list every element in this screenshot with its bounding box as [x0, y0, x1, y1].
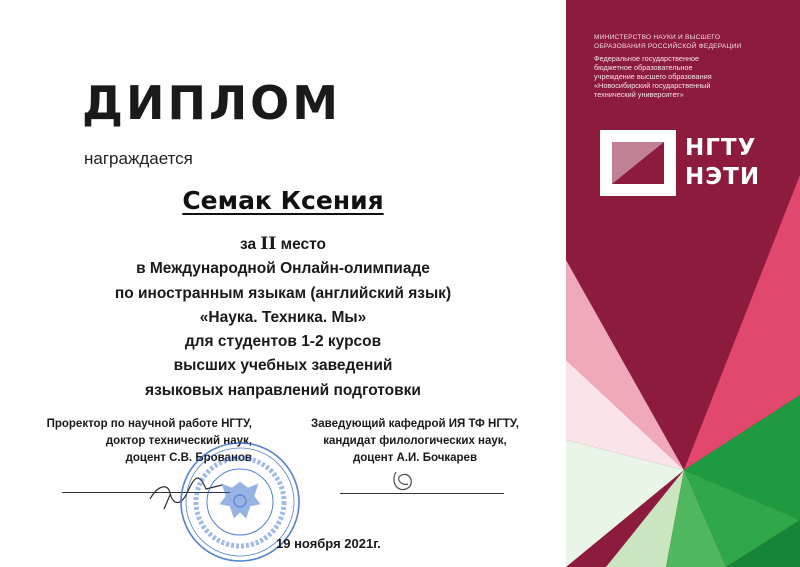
signatory-left: Проректор по научной работе НГТУ, доктор технический наук, доцент С.В. Брованов [46, 418, 252, 464]
issue-date: 19 ноября 2021г. [276, 536, 381, 551]
description-line: в Международной Онлайн-олимпиаде [136, 260, 430, 278]
university-logo-icon [600, 130, 676, 196]
place-numeral: II [260, 234, 277, 254]
university-banner [566, 0, 800, 567]
awarded-label: награждается [84, 149, 193, 168]
award-description [0, 232, 566, 403]
description-line: для студентов 1-2 курсов [184, 333, 382, 351]
description-line: «Наука. Техника. Мы» [199, 308, 367, 326]
signatory-right: Заведующий кафедрой ИЯ ТФ НГТУ, кандидат филологических наук, доцент А.И. Бочкарев [311, 418, 519, 464]
diploma-title: ДИПЛОМ [82, 76, 342, 130]
description-line: языковых направлений подготовки [145, 381, 421, 399]
ministry-text: МИНИСТЕРСТВО НАУКИ И ВЫСШЕГО ОБРАЗОВАНИЯ РОССИЙСКОЙ ФЕДЕРАЦИИ Федеральное государственное бюджетное образовательное учреждение высшего образования «Новосибирский государственный технический университет» [594, 34, 742, 100]
description-line: высших учебных заведений [173, 357, 393, 375]
place-line: за II место [239, 234, 326, 254]
signature-scribble-right [388, 464, 428, 500]
description-line: по иностранным языкам (английский язык) [114, 284, 452, 302]
recipient-name: Семак Ксения [182, 186, 384, 215]
logo-text-ngtu: НГТУ [685, 135, 757, 161]
logo-text-neti: НЭТИ [685, 164, 761, 190]
